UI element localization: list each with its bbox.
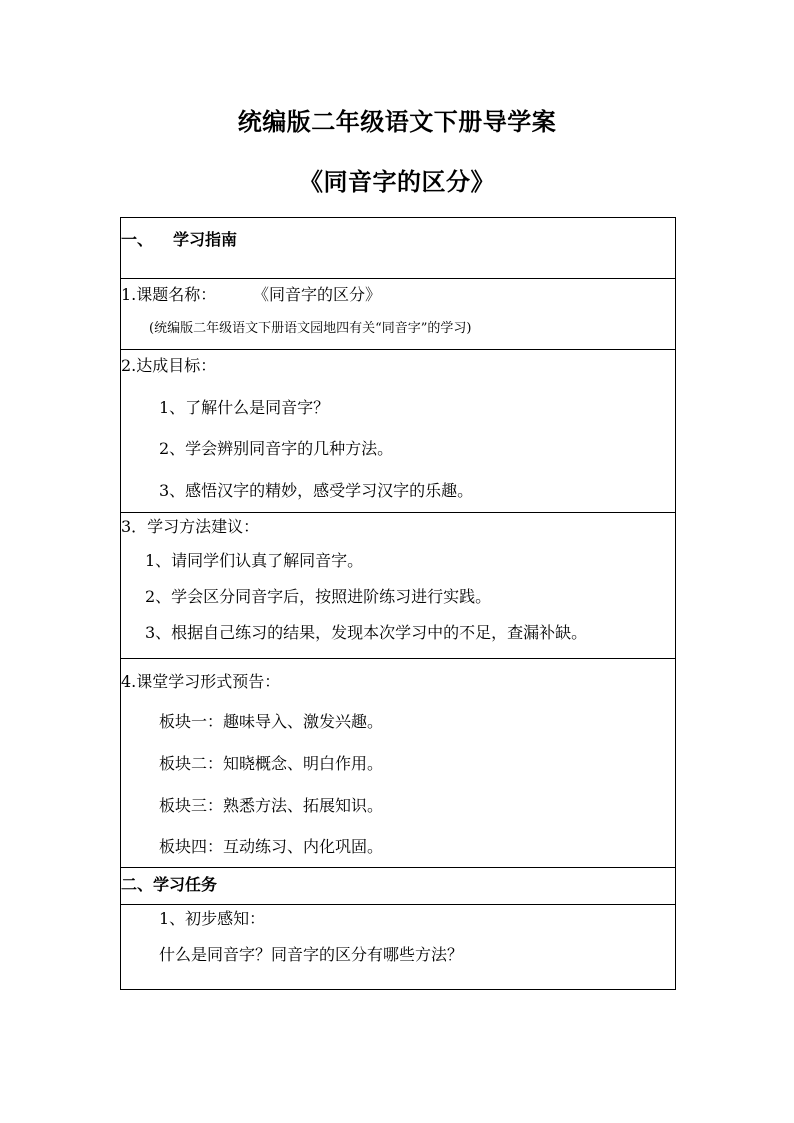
method-item: 1、请同学们认真了解同音字。 [145,551,364,570]
form-item: 板块二：知晓概念、明白作用。 [159,754,384,773]
goal-item: 1、了解什么是同音字？ [159,398,330,417]
topic-label: 1.课题名称： [121,285,217,304]
forms-heading: 4.课堂学习形式预告： [121,672,281,691]
task-item: 1、初步感知： [159,909,266,928]
goals-heading: 2.达成目标： [121,356,217,375]
goals-row [121,350,675,513]
guide-table [120,217,676,990]
document-title: 统编版二年级语文下册导学案 [237,107,557,136]
task-item: 什么是同音字？同音字的区分有哪些方法？ [159,945,464,964]
methods-heading: 3．学习方法建议： [121,517,260,536]
form-item: 板块一：趣味导入、激发兴趣。 [159,712,384,731]
topic-row [121,279,675,350]
tasks-row [121,905,675,991]
form-item: 板块四：互动练习、内化巩固。 [159,837,384,856]
method-item: 2、学会区分同音字后，按照进阶练习进行实践。 [145,587,492,606]
topic-value: 《同音字的区分》 [253,285,382,304]
section-study-guide [121,218,675,279]
forms-row [121,659,675,868]
section-heading-text: 学习指南 [173,230,238,249]
goal-item: 3、感悟汉字的精妙，感受学习汉字的乐趣。 [159,481,474,500]
document-subtitle: 《同音字的区分》 [299,167,495,196]
topic-note: (统编版二年级语文下册语文园地四有关“同音字”的学习) [149,321,472,336]
goal-item: 2、学会辨别同音字的几种方法。 [159,439,394,458]
section-heading-text: 二、学习任务 [121,875,218,894]
form-item: 板块三：熟悉方法、拓展知识。 [159,796,384,815]
section-heading-number: 一、 [121,230,154,249]
section-study-tasks [121,868,675,905]
method-item: 3、根据自己练习的结果，发现本次学习中的不足，查漏补缺。 [145,623,588,642]
methods-row [121,513,675,659]
